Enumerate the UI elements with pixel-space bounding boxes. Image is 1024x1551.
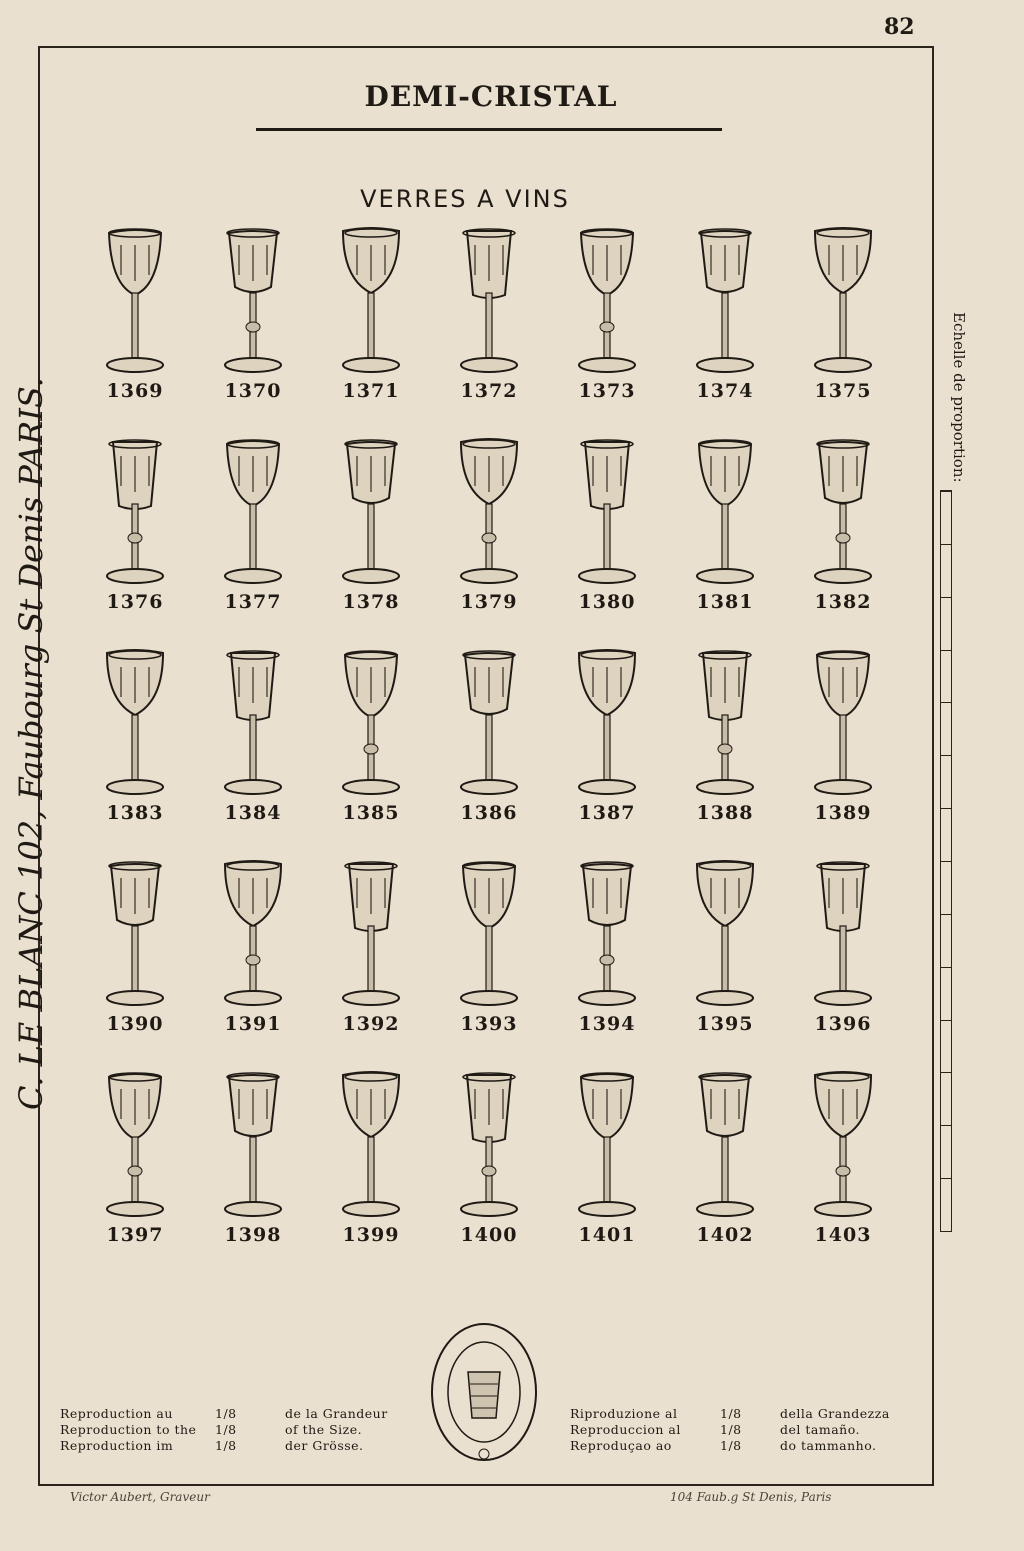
reproduction-text: Reproduction to the <box>60 1422 197 1437</box>
glass-number: 1377 <box>224 591 282 613</box>
glass-number: 1396 <box>814 1013 872 1035</box>
scale-tick <box>941 967 951 968</box>
glass-number: 1395 <box>696 1013 754 1035</box>
glass-number: 1379 <box>460 591 518 613</box>
glass-number: 1392 <box>342 1013 400 1035</box>
glass-number: 1375 <box>814 380 872 402</box>
scale-tick <box>941 861 951 862</box>
reproduction-text: 1/8 <box>720 1422 742 1437</box>
glass-number: 1400 <box>460 1224 518 1246</box>
scale-tick <box>941 491 951 492</box>
scale-tick <box>941 702 951 703</box>
glass-item <box>75 642 195 842</box>
wine-glass-illustration <box>805 647 881 802</box>
scale-label: Echelle de proportion: <box>950 312 968 483</box>
scale-tick <box>941 1178 951 1179</box>
scale-tick <box>941 1020 951 1021</box>
wine-glass-illustration <box>451 436 527 591</box>
wine-glass-illustration <box>687 225 763 380</box>
wine-glass-illustration <box>215 225 291 380</box>
wine-glass-illustration <box>687 1069 763 1224</box>
reproduction-line <box>60 1438 388 1454</box>
scale-tick <box>941 544 951 545</box>
title-rule <box>256 128 722 131</box>
glass-number: 1401 <box>578 1224 636 1246</box>
wine-glass-illustration <box>451 1069 527 1224</box>
glass-item <box>783 1064 903 1264</box>
reproduction-line <box>570 1406 890 1422</box>
glass-number: 1397 <box>106 1224 164 1246</box>
wine-glass-illustration <box>333 225 409 380</box>
wine-glass-illustration <box>215 436 291 591</box>
wine-glass-illustration <box>333 858 409 1013</box>
wine-glass-illustration <box>687 436 763 591</box>
glass-item <box>193 1064 313 1264</box>
glass-item <box>429 431 549 631</box>
publisher-address: 104 Faub.g St Denis, Paris <box>670 1490 832 1504</box>
reproduction-text: 1/8 <box>215 1438 237 1453</box>
reproduction-text: Reproduction im <box>60 1438 174 1453</box>
glass-item <box>665 642 785 842</box>
glass-item <box>783 642 903 842</box>
glass-number: 1381 <box>696 591 754 613</box>
glass-number: 1385 <box>342 802 400 824</box>
glass-number: 1388 <box>696 802 754 824</box>
glass-number: 1386 <box>460 802 518 824</box>
reproduction-line <box>570 1438 890 1454</box>
glass-item <box>193 431 313 631</box>
reproduction-text: 1/8 <box>720 1438 742 1453</box>
scale-tick <box>941 597 951 598</box>
wine-glass-illustration <box>97 225 173 380</box>
wine-glass-illustration <box>215 858 291 1013</box>
scale-tick <box>941 1231 951 1232</box>
wine-glass-illustration <box>333 647 409 802</box>
glass-number: 1387 <box>578 802 636 824</box>
wine-glass-illustration <box>569 225 645 380</box>
glass-number: 1374 <box>696 380 754 402</box>
glass-item <box>429 853 549 1053</box>
glass-item <box>547 853 667 1053</box>
glass-item <box>783 220 903 420</box>
glass-number: 1382 <box>814 591 872 613</box>
wine-glass-illustration <box>805 225 881 380</box>
glass-item <box>311 431 431 631</box>
glass-item <box>75 1064 195 1264</box>
glass-number: 1370 <box>224 380 282 402</box>
glass-item <box>429 642 549 842</box>
reproduction-text: della Grandezza <box>780 1406 890 1421</box>
reproduction-line <box>60 1406 388 1422</box>
wine-glass-illustration <box>569 436 645 591</box>
glass-item <box>75 220 195 420</box>
reproduction-note-left <box>60 1406 388 1454</box>
reproduction-note-right <box>570 1406 890 1454</box>
wine-glass-illustration <box>569 858 645 1013</box>
glass-item <box>193 853 313 1053</box>
scale-tick <box>941 1125 951 1126</box>
glass-number: 1378 <box>342 591 400 613</box>
wine-glass-illustration <box>97 436 173 591</box>
reproduction-text: do tammanho. <box>780 1438 877 1453</box>
reproduction-text: Reproduction au <box>60 1406 173 1421</box>
glass-item <box>311 220 431 420</box>
glass-grid <box>75 220 915 1270</box>
glass-item <box>665 431 785 631</box>
glass-number: 1390 <box>106 1013 164 1035</box>
wine-glass-illustration <box>805 1069 881 1224</box>
glass-item <box>547 1064 667 1264</box>
reproduction-text: der Grösse. <box>285 1438 364 1453</box>
glass-item <box>547 431 667 631</box>
wine-glass-illustration <box>569 647 645 802</box>
wine-glass-illustration <box>451 858 527 1013</box>
reproduction-text: del tamaño. <box>780 1422 860 1437</box>
glass-item <box>75 431 195 631</box>
scale-bar <box>940 490 952 1232</box>
wine-glass-illustration <box>451 647 527 802</box>
wine-glass-illustration <box>805 436 881 591</box>
reproduction-text: 1/8 <box>215 1406 237 1421</box>
glass-item <box>783 853 903 1053</box>
reproduction-text: Reproduccion al <box>570 1422 681 1437</box>
wine-glass-illustration <box>687 858 763 1013</box>
wine-glass-illustration <box>451 225 527 380</box>
engraver-credit: Victor Aubert, Graveur <box>70 1490 210 1504</box>
scale-tick <box>941 808 951 809</box>
glass-number: 1389 <box>814 802 872 824</box>
glass-item <box>665 853 785 1053</box>
reproduction-text: 1/8 <box>215 1422 237 1437</box>
glass-item <box>429 1064 549 1264</box>
glass-item <box>193 642 313 842</box>
glass-item <box>311 1064 431 1264</box>
glass-number: 1399 <box>342 1224 400 1246</box>
wine-glass-illustration <box>97 858 173 1013</box>
reproduction-text: of the Size. <box>285 1422 363 1437</box>
reproduction-text: Reproduçao ao <box>570 1438 672 1453</box>
section-subtitle: VERRES A VINS <box>360 185 570 213</box>
wine-glass-illustration <box>805 858 881 1013</box>
glass-number: 1383 <box>106 802 164 824</box>
glass-number: 1369 <box>106 380 164 402</box>
glass-number: 1394 <box>578 1013 636 1035</box>
glass-number: 1373 <box>578 380 636 402</box>
side-address: C. LE BLANC 102, Faubourg St Denis PARIS. <box>12 377 50 1110</box>
scale-tick <box>941 755 951 756</box>
glass-item <box>429 220 549 420</box>
wine-glass-illustration <box>215 647 291 802</box>
reproduction-text: Riproduzione al <box>570 1406 678 1421</box>
glass-item <box>311 853 431 1053</box>
glass-item <box>547 220 667 420</box>
scale-tick <box>941 650 951 651</box>
glass-number: 1398 <box>224 1224 282 1246</box>
wine-glass-illustration <box>97 1069 173 1224</box>
glass-item <box>311 642 431 842</box>
glass-number: 1402 <box>696 1224 754 1246</box>
wine-glass-illustration <box>97 647 173 802</box>
reproduction-text: de la Grandeur <box>285 1406 388 1421</box>
wine-glass-illustration <box>333 436 409 591</box>
page-title: DEMI-CRISTAL <box>364 80 618 113</box>
glass-item <box>783 431 903 631</box>
wine-glass-illustration <box>569 1069 645 1224</box>
glass-number: 1380 <box>578 591 636 613</box>
wine-glass-illustration <box>215 1069 291 1224</box>
trademark-seal <box>428 1320 540 1470</box>
glass-item <box>547 642 667 842</box>
glass-number: 1372 <box>460 380 518 402</box>
glass-number: 1376 <box>106 591 164 613</box>
scale-tick <box>941 914 951 915</box>
scale-tick <box>941 1072 951 1073</box>
glass-number: 1371 <box>342 380 400 402</box>
glass-item <box>75 853 195 1053</box>
reproduction-line <box>60 1422 388 1438</box>
reproduction-line <box>570 1422 890 1438</box>
glass-number: 1393 <box>460 1013 518 1035</box>
glass-number: 1391 <box>224 1013 282 1035</box>
page-number: 82 <box>884 14 915 40</box>
glass-number: 1384 <box>224 802 282 824</box>
glass-item <box>665 220 785 420</box>
wine-glass-illustration <box>333 1069 409 1224</box>
wine-glass-illustration <box>687 647 763 802</box>
glass-item <box>665 1064 785 1264</box>
glass-item <box>193 220 313 420</box>
glass-number: 1403 <box>814 1224 872 1246</box>
reproduction-text: 1/8 <box>720 1406 742 1421</box>
